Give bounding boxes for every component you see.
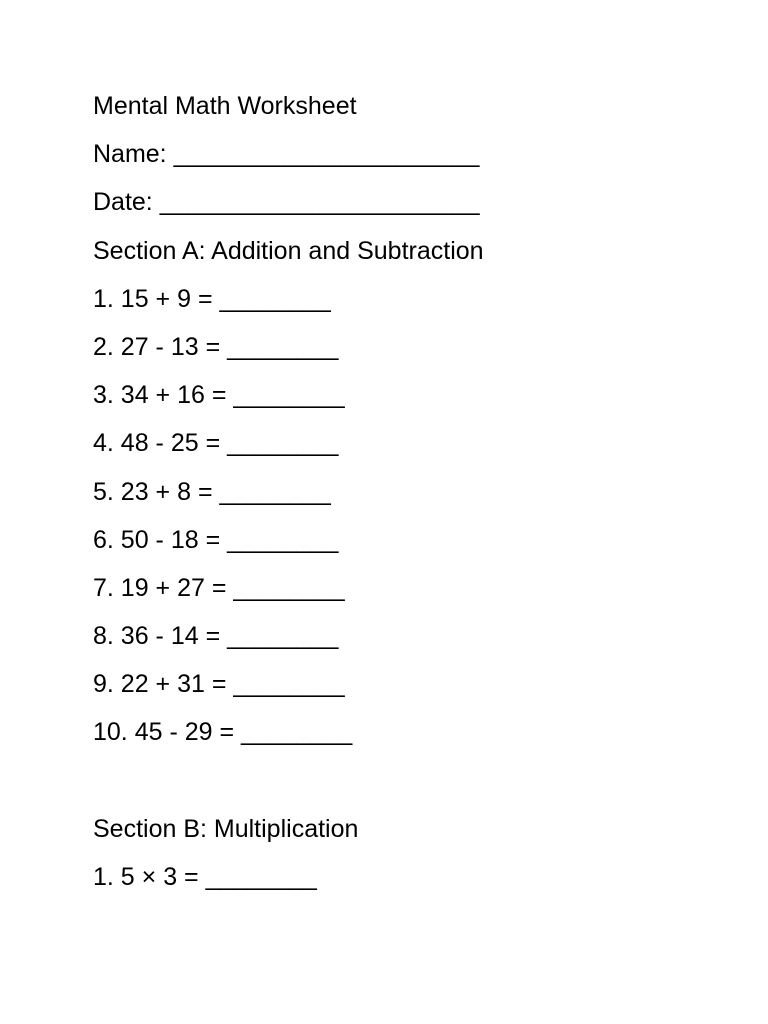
section-a-problem: 10. 45 - 29 = ________ <box>93 718 353 747</box>
section-a-problem: 5. 23 + 8 = ________ <box>93 477 331 506</box>
section-b-heading: Section B: Multiplication <box>93 814 359 843</box>
section-a-problem: 8. 36 - 14 = ________ <box>93 622 339 651</box>
date-field-line: Date: _______________________ <box>93 188 480 217</box>
name-field-line: Name: ______________________ <box>93 140 480 169</box>
section-a-heading: Section A: Addition and Subtraction <box>93 236 484 265</box>
section-a-problem: 7. 19 + 27 = ________ <box>93 573 345 602</box>
section-a-problem: 1. 15 + 9 = ________ <box>93 284 331 313</box>
worksheet-content <box>93 84 693 903</box>
section-a-problem: 4. 48 - 25 = ________ <box>93 429 339 458</box>
section-a-problem: 2. 27 - 13 = ________ <box>93 332 339 361</box>
section-b-problem: 1. 5 × 3 = ________ <box>93 863 317 891</box>
empty-paragraph <box>93 759 693 807</box>
section-a-problem: 6. 50 - 18 = ________ <box>93 525 339 554</box>
worksheet-title: Mental Math Worksheet <box>93 92 357 120</box>
section-a-problem: 3. 34 + 16 = ________ <box>93 381 345 410</box>
section-a-problem: 9. 22 + 31 = ________ <box>93 670 345 699</box>
